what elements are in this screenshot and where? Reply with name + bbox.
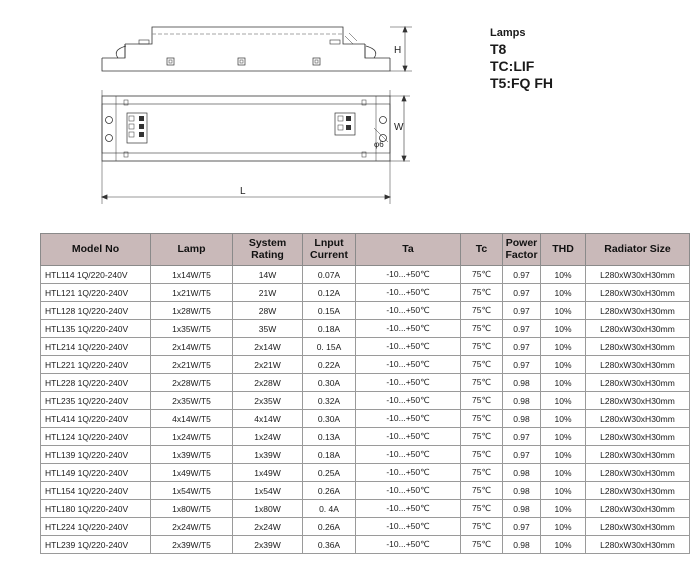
cell-radiator-size: L280xW30xH30mm [586,338,690,356]
spec-table [40,233,690,554]
cell-tc: 75℃ [461,338,503,356]
table-row [41,374,690,392]
cell-tc: 75℃ [461,302,503,320]
cell-ta: -10...+50℃ [356,482,461,500]
cell-system-rating: 4x14W [233,410,303,428]
cell-power-factor: 0.97 [503,428,541,446]
cell-power-factor: 0.97 [503,266,541,284]
cell-tc: 75℃ [461,374,503,392]
cell-system-rating: 1x24W [233,428,303,446]
cell-model-no: HTL414 1Q/220-240V [41,410,151,428]
header-row [41,234,690,266]
cell-ta: -10...+50℃ [356,338,461,356]
table-row [41,302,690,320]
cell-thd: 10% [541,428,586,446]
cell-model-no: HTL149 1Q/220-240V [41,464,151,482]
cell-input-current: 0.26A [303,518,356,536]
cell-radiator-size: L280xW30xH30mm [586,464,690,482]
lamp-type-tc-lif: TC:LIF [490,58,535,74]
cell-input-current: 0.30A [303,374,356,392]
cell-model-no: HTL228 1Q/220-240V [41,374,151,392]
cell-lamp: 1x39W/T5 [151,446,233,464]
table-row [41,392,690,410]
cell-lamp: 4x14W/T5 [151,410,233,428]
cell-ta: -10...+50℃ [356,428,461,446]
cell-thd: 10% [541,482,586,500]
cell-power-factor: 0.98 [503,374,541,392]
cell-power-factor: 0.98 [503,392,541,410]
hole-dimension-label: φ6 [374,140,384,149]
cell-tc: 75℃ [461,482,503,500]
cell-ta: -10...+50℃ [356,302,461,320]
cell-system-rating: 2x28W [233,374,303,392]
cell-ta: -10...+50℃ [356,410,461,428]
cell-input-current: 0. 15A [303,338,356,356]
cell-system-rating: 2x35W [233,392,303,410]
cell-ta: -10...+50℃ [356,464,461,482]
cell-lamp: 2x39W/T5 [151,536,233,554]
header-model-no: Model No [41,234,151,266]
cell-thd: 10% [541,374,586,392]
cell-radiator-size: L280xW30xH30mm [586,356,690,374]
cell-radiator-size: L280xW30xH30mm [586,428,690,446]
table-row [41,356,690,374]
cell-system-rating: 2x21W [233,356,303,374]
cell-system-rating: 35W [233,320,303,338]
spec-table-body [41,266,690,554]
cell-input-current: 0.25A [303,464,356,482]
cell-thd: 10% [541,302,586,320]
table-row [41,266,690,284]
table-row [41,410,690,428]
cell-radiator-size: L280xW30xH30mm [586,446,690,464]
cell-thd: 10% [541,446,586,464]
cell-tc: 75℃ [461,428,503,446]
cell-ta: -10...+50℃ [356,518,461,536]
cell-radiator-size: L280xW30xH30mm [586,302,690,320]
header-tc: Tc [461,234,503,266]
cell-lamp: 1x49W/T5 [151,464,233,482]
cell-lamp: 1x28W/T5 [151,302,233,320]
cell-system-rating: 14W [233,266,303,284]
cell-power-factor: 0.97 [503,446,541,464]
cell-input-current: 0.18A [303,446,356,464]
cell-tc: 75℃ [461,446,503,464]
table-row [41,482,690,500]
cell-thd: 10% [541,500,586,518]
cell-input-current: 0.30A [303,410,356,428]
cell-thd: 10% [541,266,586,284]
cell-ta: -10...+50℃ [356,392,461,410]
table-row [41,464,690,482]
cell-input-current: 0.36A [303,536,356,554]
table-row [41,338,690,356]
table-row [41,536,690,554]
cell-ta: -10...+50℃ [356,320,461,338]
top-view [102,90,410,204]
cell-tc: 75℃ [461,518,503,536]
cell-power-factor: 0.97 [503,302,541,320]
cell-tc: 75℃ [461,392,503,410]
cell-lamp: 2x24W/T5 [151,518,233,536]
cell-ta: -10...+50℃ [356,536,461,554]
cell-radiator-size: L280xW30xH30mm [586,500,690,518]
lamp-type-t8: T8 [490,41,507,57]
cell-lamp: 1x24W/T5 [151,428,233,446]
cell-radiator-size: L280xW30xH30mm [586,482,690,500]
cell-power-factor: 0.98 [503,464,541,482]
cell-radiator-size: L280xW30xH30mm [586,266,690,284]
cell-tc: 75℃ [461,266,503,284]
table-row [41,284,690,302]
cell-model-no: HTL154 1Q/220-240V [41,482,151,500]
cell-thd: 10% [541,410,586,428]
header-power-factor: Power Factor [503,234,541,266]
cell-input-current: 0.12A [303,284,356,302]
cell-input-current: 0.07A [303,266,356,284]
spec-table-header [41,234,690,266]
cell-input-current: 0.15A [303,302,356,320]
cell-thd: 10% [541,320,586,338]
cell-system-rating: 2x39W [233,536,303,554]
cell-lamp: 2x35W/T5 [151,392,233,410]
cell-system-rating: 1x80W [233,500,303,518]
cell-power-factor: 0.97 [503,320,541,338]
cell-power-factor: 0.97 [503,518,541,536]
cell-model-no: HTL180 1Q/220-240V [41,500,151,518]
cell-tc: 75℃ [461,536,503,554]
cell-ta: -10...+50℃ [356,374,461,392]
cell-system-rating: 2x14W [233,338,303,356]
cell-tc: 75℃ [461,464,503,482]
table-row [41,446,690,464]
cell-lamp: 1x21W/T5 [151,284,233,302]
cell-power-factor: 0.97 [503,338,541,356]
cell-radiator-size: L280xW30xH30mm [586,536,690,554]
cell-radiator-size: L280xW30xH30mm [586,518,690,536]
cell-thd: 10% [541,338,586,356]
cell-system-rating: 1x49W [233,464,303,482]
width-dimension-label: W [394,122,404,133]
cell-lamp: 1x80W/T5 [151,500,233,518]
cell-power-factor: 0.98 [503,500,541,518]
cell-radiator-size: L280xW30xH30mm [586,410,690,428]
cell-thd: 10% [541,356,586,374]
cell-lamp: 2x28W/T5 [151,374,233,392]
cell-tc: 75℃ [461,356,503,374]
ballast-dimension-drawing [0,0,480,215]
table-row [41,320,690,338]
cell-lamp: 2x21W/T5 [151,356,233,374]
cell-input-current: 0.13A [303,428,356,446]
side-view [102,27,412,71]
table-row [41,518,690,536]
cell-ta: -10...+50℃ [356,500,461,518]
cell-input-current: 0.26A [303,482,356,500]
cell-model-no: HTL124 1Q/220-240V [41,428,151,446]
cell-power-factor: 0.98 [503,410,541,428]
cell-thd: 10% [541,518,586,536]
cell-model-no: HTL114 1Q/220-240V [41,266,151,284]
cell-radiator-size: L280xW30xH30mm [586,392,690,410]
cell-tc: 75℃ [461,500,503,518]
table-row [41,500,690,518]
header-system-rating: System Rating [233,234,303,266]
length-dimension-label: L [240,186,246,197]
cell-model-no: HTL135 1Q/220-240V [41,320,151,338]
lamp-type-t5: T5:FQ FH [490,75,553,91]
cell-lamp: 2x14W/T5 [151,338,233,356]
lamp-types [490,28,553,93]
header-radiator-size: Radiator Size [586,234,690,266]
cell-power-factor: 0.97 [503,356,541,374]
cell-thd: 10% [541,464,586,482]
cell-lamp: 1x35W/T5 [151,320,233,338]
cell-system-rating: 28W [233,302,303,320]
cell-model-no: HTL214 1Q/220-240V [41,338,151,356]
cell-thd: 10% [541,536,586,554]
cell-power-factor: 0.97 [503,284,541,302]
cell-input-current: 0.22A [303,356,356,374]
cell-thd: 10% [541,392,586,410]
cell-tc: 75℃ [461,410,503,428]
cell-model-no: HTL239 1Q/220-240V [41,536,151,554]
cell-model-no: HTL128 1Q/220-240V [41,302,151,320]
cell-lamp: 1x14W/T5 [151,266,233,284]
header-thd: THD [541,234,586,266]
cell-ta: -10...+50℃ [356,446,461,464]
cell-model-no: HTL224 1Q/220-240V [41,518,151,536]
cell-system-rating: 1x54W [233,482,303,500]
cell-input-current: 0. 4A [303,500,356,518]
cell-lamp: 1x54W/T5 [151,482,233,500]
cell-radiator-size: L280xW30xH30mm [586,284,690,302]
header-input-current: Lnput Current [303,234,356,266]
cell-ta: -10...+50℃ [356,284,461,302]
table-row [41,428,690,446]
cell-tc: 75℃ [461,320,503,338]
cell-model-no: HTL235 1Q/220-240V [41,392,151,410]
cell-thd: 10% [541,284,586,302]
cell-input-current: 0.32A [303,392,356,410]
cell-power-factor: 0.98 [503,536,541,554]
cell-radiator-size: L280xW30xH30mm [586,374,690,392]
cell-tc: 75℃ [461,284,503,302]
header-lamp: Lamp [151,234,233,266]
cell-system-rating: 21W [233,284,303,302]
cell-power-factor: 0.98 [503,482,541,500]
lamp-types-caption: Lamps [490,27,526,39]
header-ta: Ta [356,234,461,266]
cell-system-rating: 1x39W [233,446,303,464]
cell-ta: -10...+50℃ [356,266,461,284]
height-dimension-label: H [394,45,402,56]
cell-model-no: HTL139 1Q/220-240V [41,446,151,464]
cell-radiator-size: L280xW30xH30mm [586,320,690,338]
cell-ta: -10...+50℃ [356,356,461,374]
cell-input-current: 0.18A [303,320,356,338]
cell-system-rating: 2x24W [233,518,303,536]
cell-model-no: HTL121 1Q/220-240V [41,284,151,302]
cell-model-no: HTL221 1Q/220-240V [41,356,151,374]
